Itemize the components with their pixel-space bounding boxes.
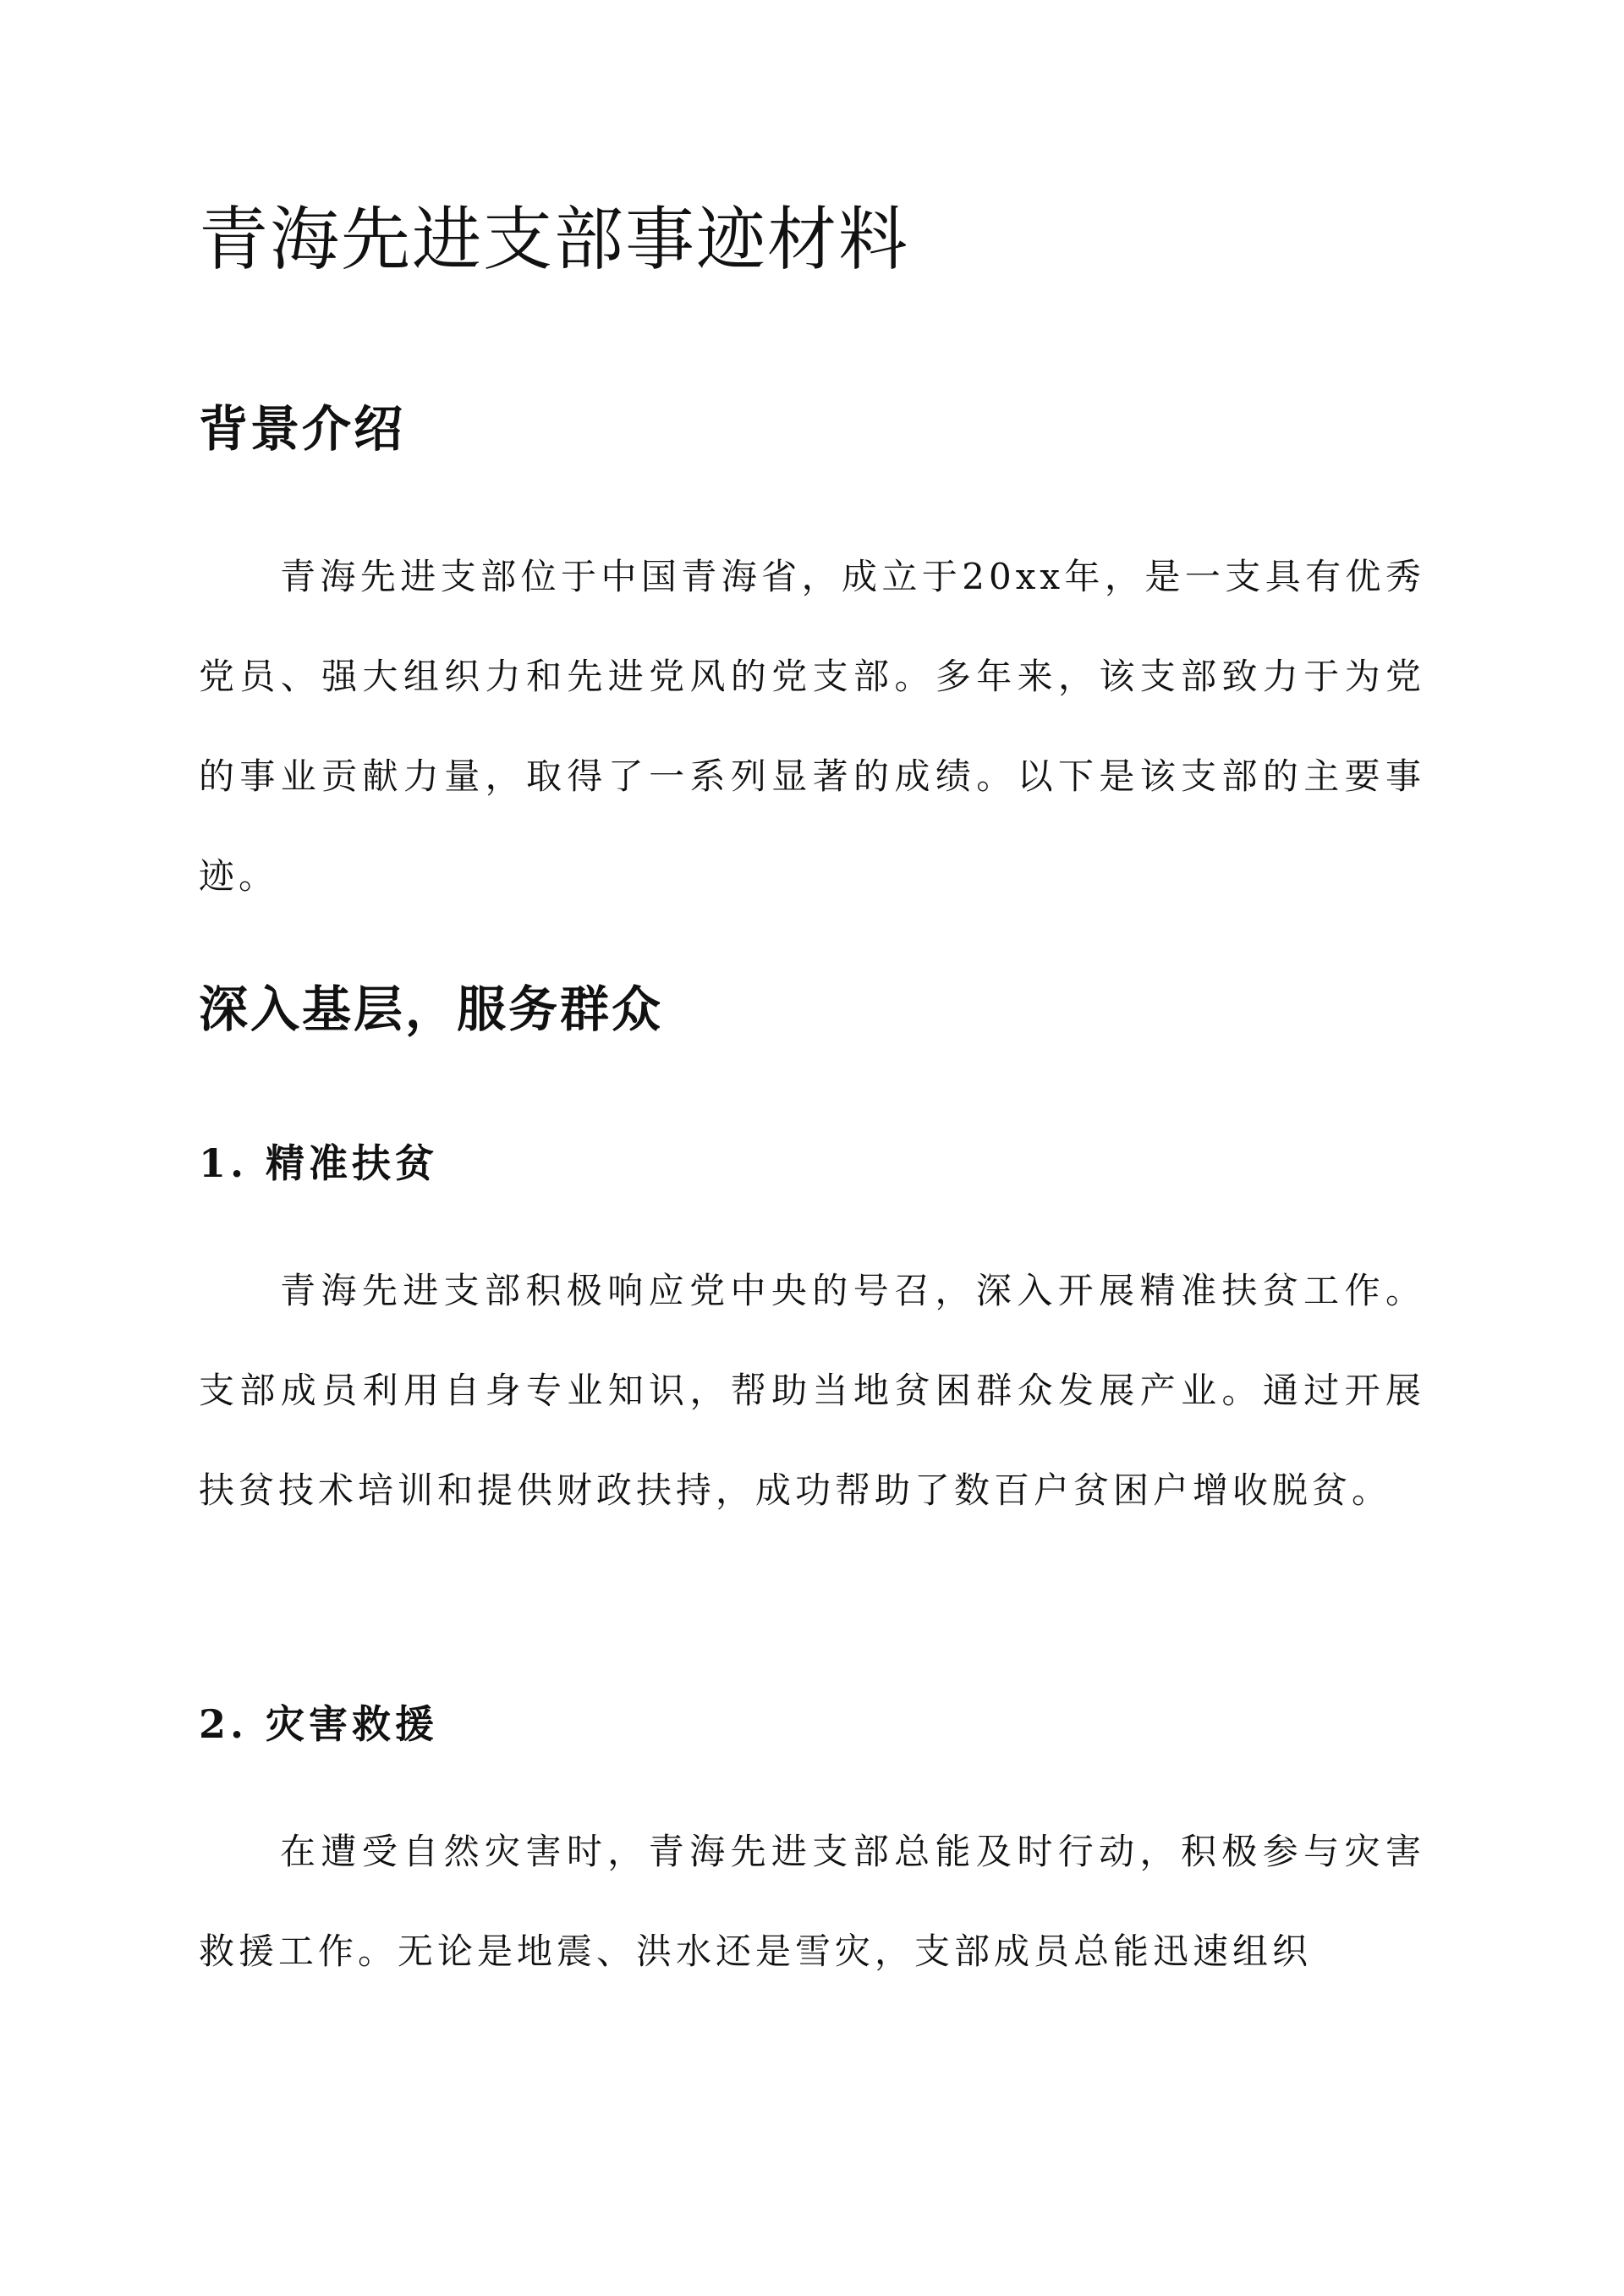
subheading-poverty-alleviation: 1. 精准扶贫 [199,1140,439,1186]
paragraph-poverty-alleviation: 青海先进支部积极响应党中央的号召，深入开展精准扶贫工作。支部成员利用自身专业知识，帮助当地贫困群众发展产业。通过开展扶贫技术培训和提供财政扶持，成功帮助了数百户贫困户增收脱贫。 [199,1270,1425,1511]
subheading-disaster-relief: 2. 灾害救援 [199,1701,439,1747]
section-heading-background: 背景介绍 [199,400,406,458]
paragraph-disaster-relief: 在遭受自然灾害时，青海先进支部总能及时行动，积极参与灾害救援工作。无论是地震、洪水还是雪灾，支部成员总能迅速组织 [199,1831,1425,1972]
document-title: 青海先进支部事迹材料 [199,200,910,280]
section-heading-grassroots: 深入基层，服务群众 [199,980,664,1038]
paragraph-background: 青海先进支部位于中国青海省，成立于20xx年，是一支具有优秀党员、强大组织力和先进党风的党支部。多年来，该支部致力于为党的事业贡献力量，取得了一系列显著的成绩。以下是该支部的主要事迹。 [199,556,1425,897]
